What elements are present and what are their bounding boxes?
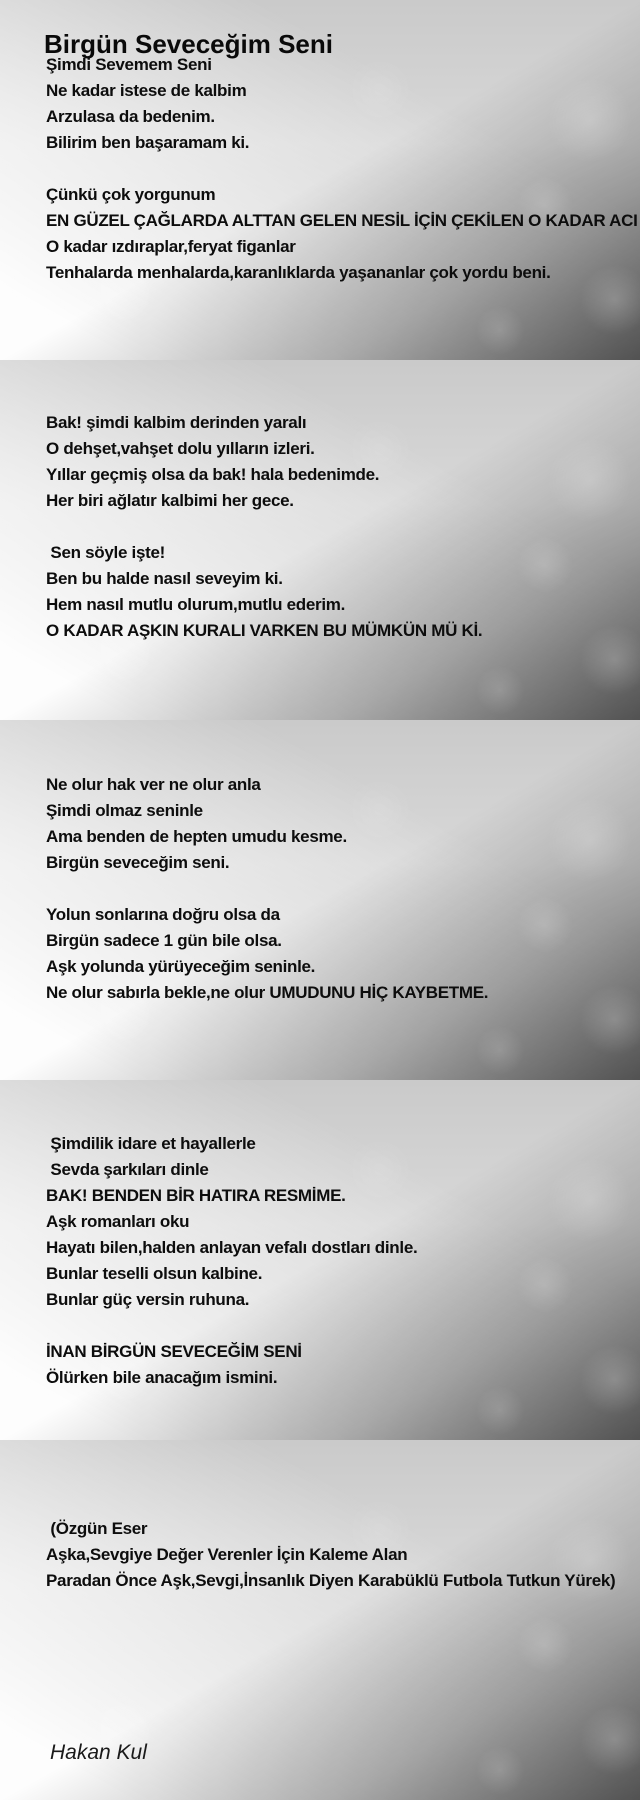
poem-line: O KADAR AŞKIN KURALI VARKEN BU MÜMKÜN MÜ Kİ. [46, 621, 483, 640]
poem-line-blank [46, 1313, 417, 1339]
poem-line: Bak! şimdi kalbim derinden yaralı [46, 413, 307, 432]
poem-line: (Özgün Eser [46, 1519, 148, 1538]
poem-line: İNAN BİRGÜN SEVECEĞİM SENİ [46, 1342, 302, 1361]
poem-line: BAK! BENDEN BİR HATIRA RESMİME. [46, 1186, 346, 1205]
poem-line: Tenhalarda menhalarda,karanlıklarda yaşananlar çok yordu beni. [46, 263, 551, 282]
poem-line-blank [46, 156, 638, 182]
poem-line: Aşk yolunda yürüyeceğim seninle. [46, 957, 316, 976]
stanza-5 [46, 1516, 615, 1594]
poem-line: Paradan Önce Aşk,Sevgi,İnsanlık Diyen Karabüklü Futbola Tutkun Yürek) [46, 1571, 616, 1590]
poem-line: Ben bu halde nasıl seveyim ki. [46, 569, 283, 588]
poem-line: Ama benden de hepten umudu kesme. [46, 827, 347, 846]
poem-line: Yolun sonlarına doğru olsa da [46, 905, 280, 924]
poem-line: Ne olur hak ver ne olur anla [46, 775, 261, 794]
poem-line: Birgün sadece 1 gün bile olsa. [46, 931, 282, 950]
poem-line: O dehşet,vahşet dolu yılların izleri. [46, 439, 315, 458]
poem-line: Şimdilik idare et hayallerle [46, 1134, 256, 1153]
poem-line: Şimdi olmaz seninle [46, 801, 203, 820]
poem-line: Hayatı bilen,halden anlayan vefalı dostları dinle. [46, 1238, 418, 1257]
poem-line: Arzulasa da bedenim. [46, 107, 215, 126]
poem-line: Sen söyle işte! [46, 543, 165, 562]
poem-line: Sevda şarkıları dinle [46, 1160, 209, 1179]
author-signature: Hakan Kul [50, 1741, 147, 1764]
poem-line-blank [46, 876, 488, 902]
stanza-4 [46, 1131, 417, 1391]
poem-line: Ne kadar istese de kalbim [46, 81, 247, 100]
poem-line: O kadar ızdıraplar,feryat figanlar [46, 237, 296, 256]
poem-line: Ölürken bile anacağım ismini. [46, 1368, 278, 1387]
poem-line: Aşka,Sevgiye Değer Verenler İçin Kaleme Alan [46, 1545, 408, 1564]
poem-line: Şimdi Sevemem Seni [46, 55, 212, 74]
poem-line: Ne olur sabırla bekle,ne olur UMUDUNU HİÇ KAYBETME. [46, 983, 489, 1002]
poem-title: Birgün Seveceğim Seni [44, 29, 333, 60]
poem-line: Bilirim ben başaramam ki. [46, 133, 250, 152]
poem-line-blank [46, 514, 482, 540]
poem-line: Birgün seveceğim seni. [46, 853, 230, 872]
stanza-2 [46, 410, 482, 644]
poem-line: Hem nasıl mutlu olurum,mutlu ederim. [46, 595, 346, 614]
stanza-3 [46, 772, 488, 1006]
poem-line: Bunlar teselli olsun kalbine. [46, 1264, 263, 1283]
poem-line: Her biri ağlatır kalbimi her gece. [46, 491, 294, 510]
poem-line: Çünkü çok yorgunum [46, 185, 216, 204]
poem-line: Yıllar geçmiş olsa da bak! hala bedenimde. [46, 465, 380, 484]
poem-line: EN GÜZEL ÇAĞLARDA ALTTAN GELEN NESİL İÇİN ÇEKİLEN O KADAR ACI [46, 211, 638, 230]
poem-line: Aşk romanları oku [46, 1212, 190, 1231]
poem-line: Bunlar güç versin ruhuna. [46, 1290, 250, 1309]
stanza-1 [46, 52, 638, 286]
